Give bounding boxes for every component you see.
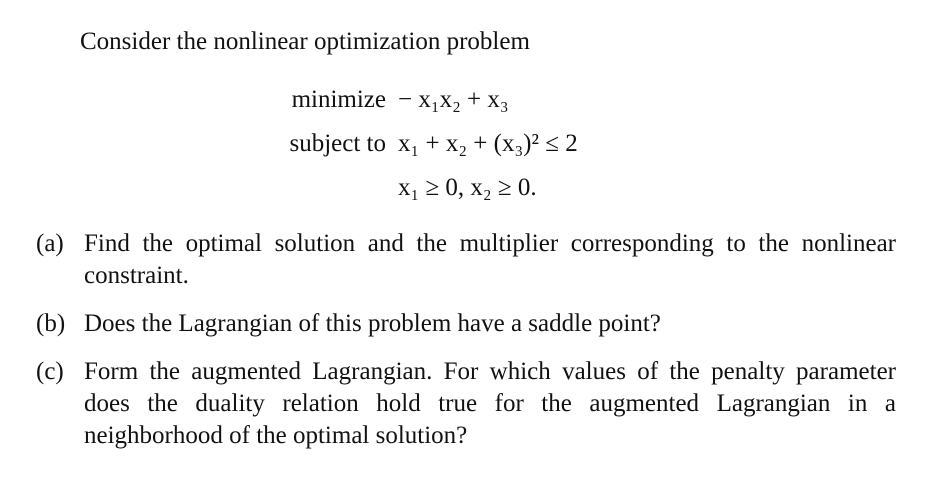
part-a-text: Find the optimal solution and the multiplier corresponding to the nonlinear constraint. xyxy=(84,230,896,289)
bounds-expression: x₁ ≥ 0, x₂ ≥ 0. xyxy=(398,174,537,201)
part-c-label: (c) xyxy=(36,358,64,385)
constraint-expression: x₁ + x₂ + (x₃)² ≤ 2 xyxy=(398,130,578,157)
objective-expression: − x₁x₂ + x₃ xyxy=(398,86,509,113)
objective-label: minimize xyxy=(291,86,386,113)
part-b-label: (b) xyxy=(36,310,66,337)
part-a-label: (a) xyxy=(36,230,64,257)
part-a xyxy=(36,228,896,292)
part-c xyxy=(36,356,896,452)
constraint-label: subject to xyxy=(289,130,386,157)
part-c-text: Form the augmented Lagrangian. For which values of the penalty parameter does the duality relation hold true for the augmented Lagrangian in a neighborhood of the optimal solution? xyxy=(84,358,896,449)
question-parts xyxy=(36,228,896,468)
part-b-text: Does the Lagrangian of this problem have a saddle point? xyxy=(84,310,661,337)
part-b xyxy=(36,308,896,340)
intro-text: Consider the nonlinear optimization problem xyxy=(80,28,530,55)
